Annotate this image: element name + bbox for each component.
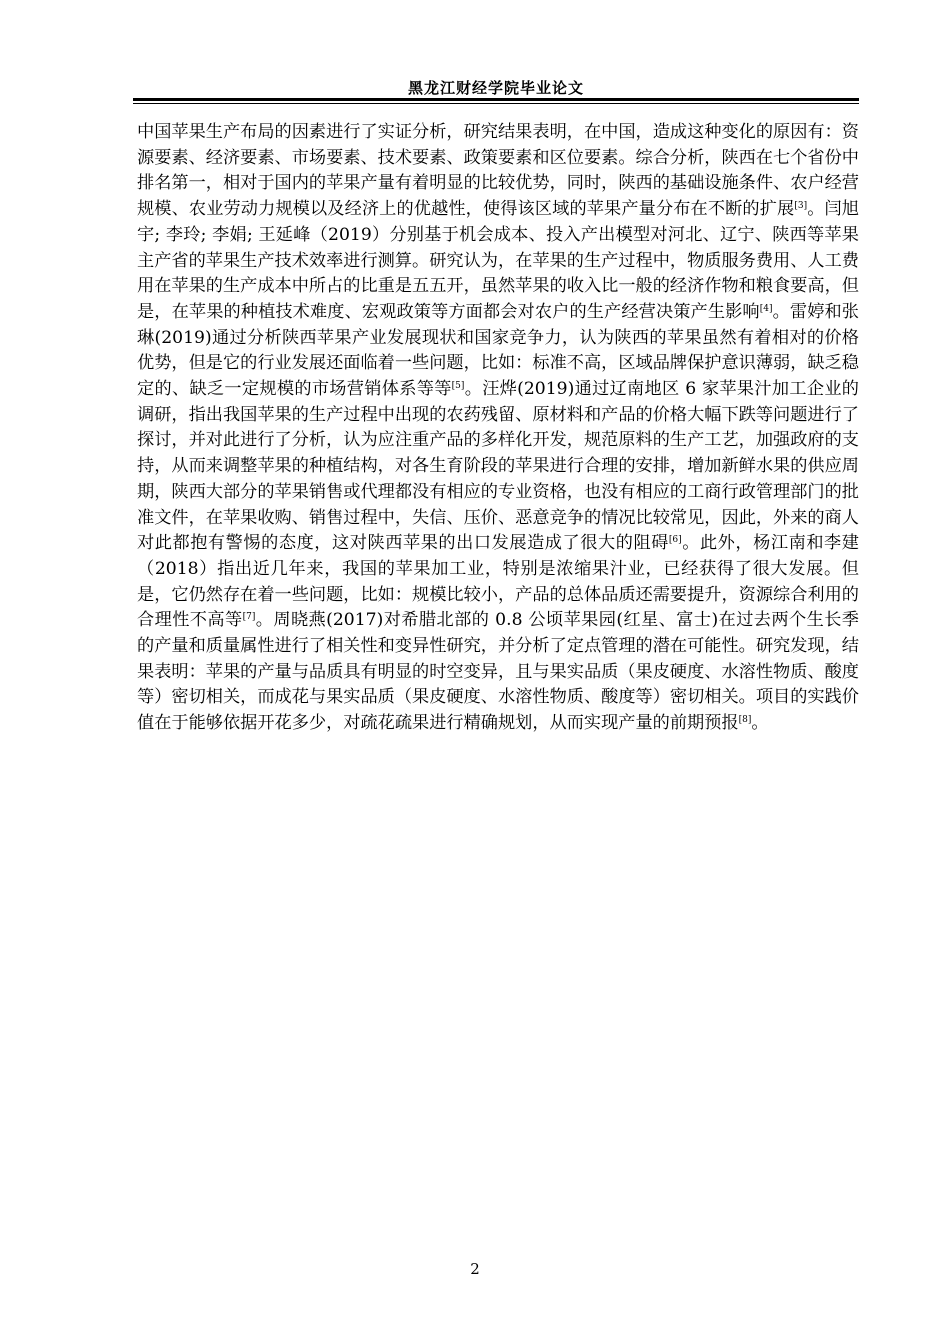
citation-5: [5] [451,381,465,392]
text-segment: 。此外，杨江南和李建（2018）指出近几年来，我国的苹果加工业，特别是浓缩果汁业，已经获得了很大发展。但是，它仍然存在着一些问题，比如：规模比较小，产品的总体品质还需要提升，资源综合利用的合理性不高等 [137,533,859,631]
text-segment: 。周晓燕(2017)对希腊北部的 0.8 公顷苹果园(红星、富士)在过去两个生长季的产量和质量属性进行了相关性和变异性研究，并分析了定点管理的潜在可能性。研究发现，结果表明：苹果的产量与品质具有明显的时空变异，且与果实品质（果皮硬度、水溶性物质、酸度等）密切相关，而成花与果实品质（果皮硬度、水溶性物质、酸度等）密切相关。项目的实践价值在于能够依据开花多少，对疏花疏果进行精确规划，从而实现产量的前期预报 [137,610,859,734]
text-segment: 中国苹果生产布局的因素进行了实证分析，研究结果表明，在中国，造成这种变化的原因有：资源要素、经济要素、市场要素、技术要素、政策要素和区位要素。综合分析，陕西在七个省份中排名第一，相对于国内的苹果产量有着明显的比较优势，同时，陕西的基础设施条件、农户经营规模、农业劳动力规模以及经济上的优越性，使得该区域的苹果产量分布在不断的扩展 [137,122,859,220]
text-segment: 。雷婷和张琳(2019)通过分析陕西苹果产业发展现状和国家竞争力，认为陕西的苹果虽然有着相对的价格优势，但是它的行业发展还面临着一些问题，比如：标准不高，区域品牌保护意识薄弱，缺乏稳定的、缺乏一定规模的市场营销体系等等 [137,301,859,400]
page-number: 2 [470,1260,480,1278]
citation-6: [6] [668,535,682,546]
text-segment: 。闫旭宇; 李玲; 李娟; 王延峰（2019）分别基于机会成本、投入产出模型对河北、辽宁、陕西等苹果主产省的苹果生产技术效率进行测算。研究认为，在苹果的生产过程中，物质服务费用、人工费用在苹果的生产成本中所占的比重是五五开，虽然苹果的收入比一般的经济作物和粮食要高，但是，在苹果的种植技术难度、宏观政策等方面都会对农户的生产经营决策产生影响 [137,199,859,322]
text-segment: 。 [751,713,769,734]
body-paragraph [137,120,859,737]
citation-3: [3] [794,201,808,212]
header-rule-thin [133,103,859,104]
citation-8: [8] [738,715,752,726]
citation-4: [4] [759,303,773,314]
text-segment: 。汪烨(2019)通过辽南地区 6 家苹果汁加工企业的调研，指出我国苹果的生产过程中出现的农药残留、原材料和产品的价格大幅下跌等问题进行了探讨，并对此进行了分析，认为应注重产品的多样化开发，规范原料的生产工艺，加强政府的支持，从而来调整苹果的种植结构，对各生育阶段的苹果进行合理的安排，增加新鲜水果的供应周期，陕西大部分的苹果销售或代理都没有相应的专业资格，也没有相应的工商行政管理部门的批准文件，在苹果收购、销售过程中，失信、压价、恶意竞争的情况比较常见，因此，外来的商人对此都抱有警惕的态度，这对陕西苹果的出口发展造成了很大的阻碍 [137,379,859,554]
running-header: 黑龙江财经学院毕业论文 [407,79,584,97]
header-rule-thick [133,98,859,101]
citation-7: [7] [242,612,256,623]
